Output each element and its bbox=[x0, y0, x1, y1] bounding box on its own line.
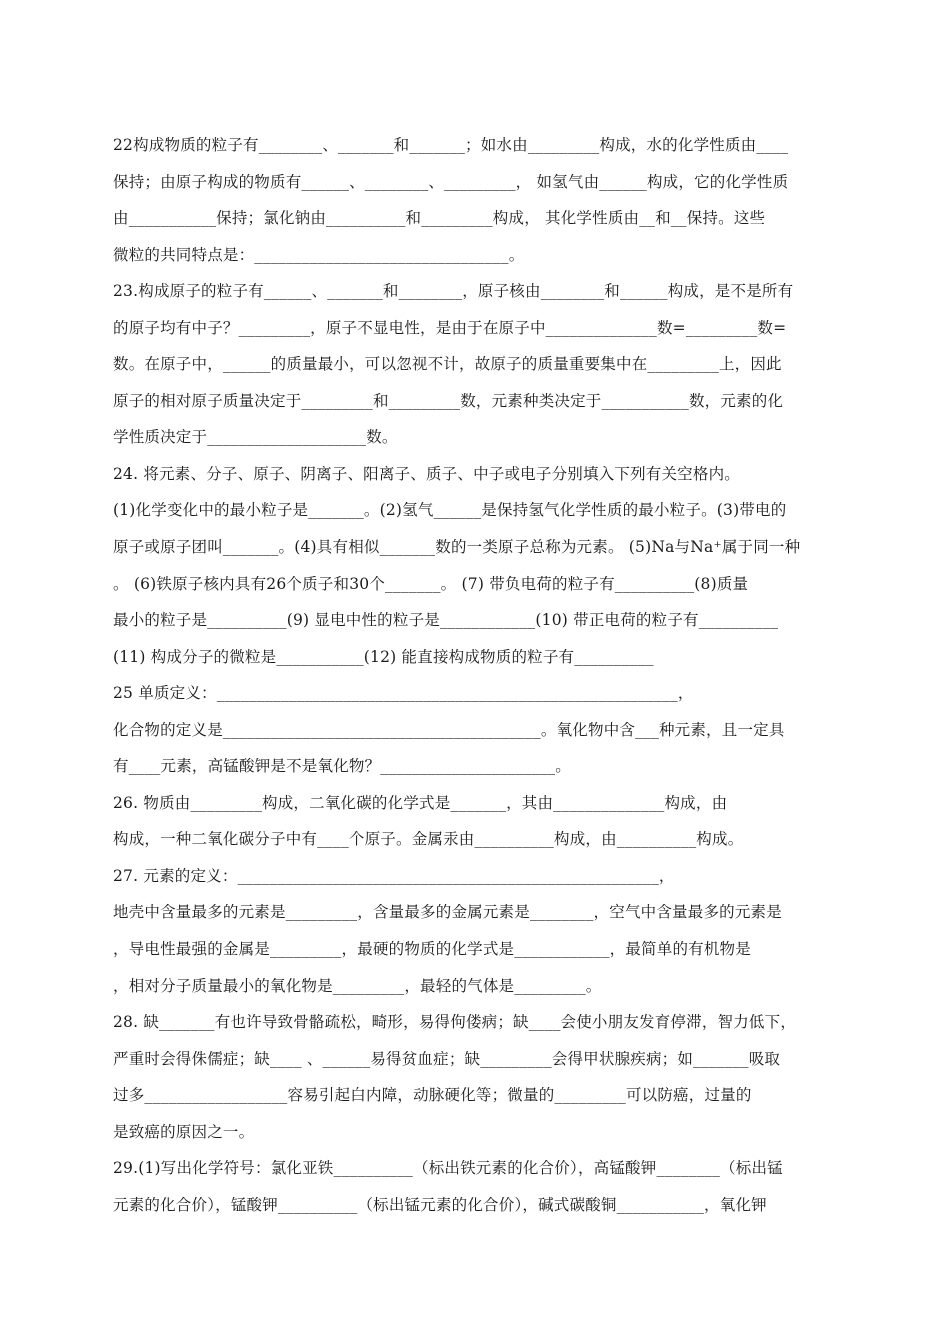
text-line: 由___________保持；氯化钠由__________和_________构成， 其化学性质由__和__保持。这些 bbox=[113, 209, 766, 228]
text-line: 26. 物质由_________构成，二氧化碳的化学式是_______，其由______________构成，由 bbox=[113, 793, 728, 812]
text-line: 构成，一种二氧化碳分子中有____个原子。金属汞由__________构成，由__________构成。 bbox=[113, 830, 744, 849]
text-line: 28. 缺_______有也许导致骨骼疏松，畸形，易得佝偻病；缺____会使小朋友发育停滞，智力低下， bbox=[113, 1013, 797, 1032]
text-line: 22构成物质的粒子有________、_______和_______；如水由_________构成，水的化学性质由____ bbox=[113, 136, 789, 154]
text-line: 25 单质定义：__________________________________________________________， bbox=[113, 684, 694, 703]
text-line: 严重时会得侏儒症；缺____ 、______易得贫血症；缺_________会得甲状腺疾病；如_______吸取 bbox=[113, 1049, 781, 1068]
text-line: 27. 元素的定义：_____________________________________________________， bbox=[113, 866, 675, 885]
text-line: 化合物的定义是________________________________________。氧化物中含___种元素，且一定具 bbox=[113, 720, 785, 739]
text-line: ，导电性最强的金属是_________，最硬的物质的化学式是____________，最简单的有机物是 bbox=[113, 940, 751, 959]
text-line: 23.构成原子的粒子有______、_______和________，原子核由________和______构成，是不是所有 bbox=[113, 282, 794, 301]
text-line: 地壳中含量最多的元素是_________，含量最多的金属元素是________，空气中含量最多的元素是 bbox=[113, 903, 782, 922]
text-line: 学性质决定于____________________数。 bbox=[113, 428, 398, 447]
text-line: 保持；由原子构成的物质有______、________、_________， 如氢气由______构成，它的化学性质 bbox=[113, 172, 789, 191]
text-line: 过多__________________容易引起白内障，动脉硬化等；微量的_________可以防癌，过量的 bbox=[113, 1086, 752, 1105]
text-line: 数。在原子中，______的质量最小，可以忽视不计，故原子的质量重要集中在_________上，因此 bbox=[113, 355, 782, 374]
text-line: 最小的粒子是__________(9) 显电中性的粒子是____________(10) 带正电荷的粒子有__________ bbox=[113, 611, 779, 630]
text-line: 元素的化合价），锰酸钾__________（标出锰元素的化合价），碱式碳酸铜___________，氧化钾 bbox=[113, 1195, 767, 1214]
text-line: 有____元素，高锰酸钾是不是氧化物？______________________。 bbox=[113, 757, 571, 776]
text-line: 是致癌的原因之一。 bbox=[113, 1122, 255, 1141]
text-line: 微粒的共同特点是：________________________________。 bbox=[113, 245, 525, 264]
text-line: 24. 将元素、分子、原子、阴离子、阳离子、质子、中子或电子分别填入下列有关空格内。 bbox=[113, 464, 740, 483]
question-text-block bbox=[113, 127, 841, 1223]
text-line: ，相对分子质量最小的氧化物是_________，最轻的气体是_________。 bbox=[113, 976, 602, 995]
text-line: 29.(1)写出化学符号：氯化亚铁__________（标出铁元素的化合价），高锰酸钾________（标出锰 bbox=[113, 1159, 783, 1178]
text-line: 原子或原子团叫_______。(4)具有相似_______数的一类原子总称为元素。 (5)Na与Na⁺属于同一种 bbox=[113, 538, 801, 557]
text-line: 的原子均有中子？_________，原子不显电性，是由于在原子中______________数=_________数= bbox=[113, 318, 787, 337]
text-line: 原子的相对原子质量决定于_________和_________数，元素种类决定于___________数，元素的化 bbox=[113, 391, 784, 410]
text-line: 。 (6)铁原子核内具有26个质子和30个_______。 (7) 带负电荷的粒子有__________(8)质量 bbox=[113, 574, 749, 593]
text-line: (11) 构成分子的微粒是___________(12) 能直接构成物质的粒子有__________ bbox=[113, 647, 654, 666]
text-line: (1)化学变化中的最小粒子是_______。(2)氢气______是保持氢气化学性质的最小粒子。(3)带电的 bbox=[113, 501, 787, 520]
